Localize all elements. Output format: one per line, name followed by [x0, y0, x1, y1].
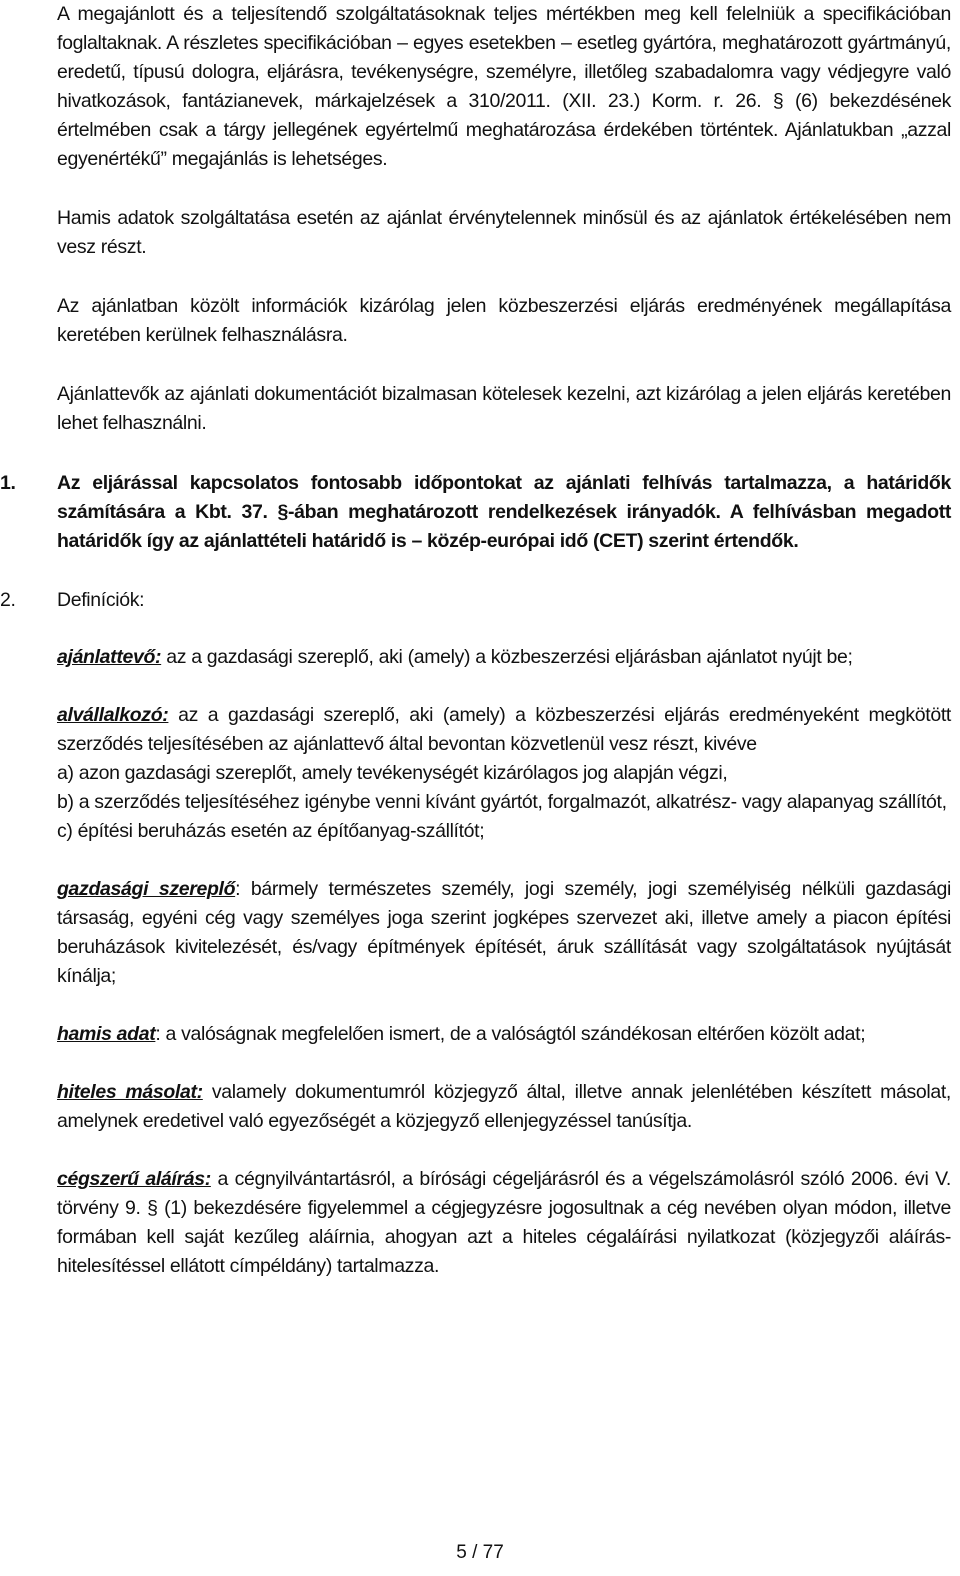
- definition-gazdasagi-szereplo: [57, 875, 951, 991]
- definition-text: az a gazdasági szereplő, aki (amely) a közbeszerzési eljárás eredményeként megkötött szerződés teljesítésében az ajánlattevő által bevontan közvetlenül vesz részt, kivéve: [57, 704, 951, 755]
- definition-list-item: c) építési beruházás esetén az építőanyag-szállítót;: [57, 820, 485, 842]
- definition-term: hiteles másolat:: [57, 1081, 203, 1103]
- page-number: 5 / 77: [456, 1542, 504, 1563]
- section-2-title: Definíciók:: [57, 589, 145, 611]
- definition-alvallalkozo: [57, 701, 951, 846]
- intro-paragraph-false-data: Hamis adatok szolgáltatása esetén az ajánlat érvénytelennek minősül és az ajánlatok értékelésében nem vesz részt.: [57, 207, 951, 258]
- definition-list-item: a) azon gazdasági szereplőt, amely tevékenységét kizárólagos jog alapján végzi,: [57, 762, 728, 784]
- definition-term: hamis adat: [57, 1023, 156, 1045]
- definition-text: valamely dokumentumról közjegyző által, illetve annak jelenlétében készített másolat, amelynek eredetivel való egyezőségét a közjegyző ellenjegyzéssel tanúsítja.: [57, 1081, 951, 1132]
- definition-text: : a valóságnak megfelelően ismert, de a valóságtól szándékosan eltérően közölt adat;: [155, 1023, 866, 1045]
- definition-term: gazdasági szereplő: [57, 878, 236, 900]
- definition-ajanlattevo: [57, 643, 951, 672]
- intro-paragraph-confidentiality: Ajánlattevők az ajánlati dokumentációt bizalmasan kötelesek kezelni, azt kizárólag a jelen eljárás keretében lehet felhasználni.: [57, 383, 951, 434]
- definition-term: alvállalkozó:: [57, 704, 169, 726]
- section-2: [0, 586, 951, 615]
- definition-text: : bármely természetes személy, jogi személy, jogi személyiség nélküli gazdasági társaság, egyéni cég vagy személyes joga szerint jogképes szervezet aki, illetve amely a piacon építési beruházások kivitelezését, és/vagy építmények építését, áruk szállítását vagy szolgáltatások nyújtását kínálja;: [57, 878, 951, 987]
- intro-paragraph-information-use: Az ajánlatban közölt információk kizárólag jelen közbeszerzési eljárás eredményének megállapítása keretében kerülnek felhasználásra.: [57, 295, 951, 346]
- definition-cegszeru-alairas: [57, 1165, 951, 1281]
- section-1-text: Az eljárással kapcsolatos fontosabb időpontokat az ajánlati felhívás tartalmazza, a határidők számítására a Kbt. 37. §-ában meghatározott rendelkezések irányadók. A felhívásban megadott határidők így az ajánlattételi határidő is – közép-európai idő (CET) szerint értendők.: [57, 472, 951, 552]
- definition-main: [57, 701, 951, 759]
- section-1: [0, 469, 951, 556]
- definition-hamis-adat: [57, 1020, 951, 1049]
- section-2-number: 2.: [0, 589, 16, 611]
- definition-hiteles-masolat: [57, 1078, 951, 1136]
- definition-text: az a gazdasági szereplő, aki (amely) a közbeszerzési eljárásban ajánlatot nyújt be;: [161, 646, 853, 668]
- definition-term: cégszerű aláírás:: [57, 1168, 211, 1190]
- definition-list-item: b) a szerződés teljesítéséhez igénybe venni kívánt gyártót, forgalmazót, alkatrész- vagy alapanyag szállítót,: [57, 791, 947, 813]
- intro-paragraph-specification: A megajánlott és a teljesítendő szolgáltatásoknak teljes mértékben meg kell felelniük a specifikációban foglaltaknak. A részletes specifikációban – egyes esetekben – esetleg gyártóra, meghatározott gyártmányú, eredetű, típusú dologra, eljárásra, tevékenységre, személyre, illetőleg szabadalomra vagy védjegyre való hivatkozások, fantázianevek, márkajelzések a 310/2011. (XII. 23.) Korm. r. 26. § (6) bekezdésének értelmében csak a tárgy jellegének egyértelmű meghatározása érdekében történtek. Ajánlatukban „azzal egyenértékű” megajánlás is lehetséges.: [57, 3, 951, 170]
- definition-text: a cégnyilvántartásról, a bírósági cégeljárásról és a végelszámolásról szóló 2006. évi V. törvény 9. § (1) bekezdésére figyelemmel a cégjegyzésre jogosultnak a cég nevében olyan módon, illetve formában kell saját kezűleg aláírnia, ahogyan azt a hiteles cégaláírási nyilatkozat (közjegyzői aláírás-hitelesítéssel ellátott címpéldány) tartalmazza.: [57, 1168, 952, 1277]
- section-1-number: 1.: [0, 472, 16, 494]
- definition-term: ajánlattevő:: [57, 646, 162, 668]
